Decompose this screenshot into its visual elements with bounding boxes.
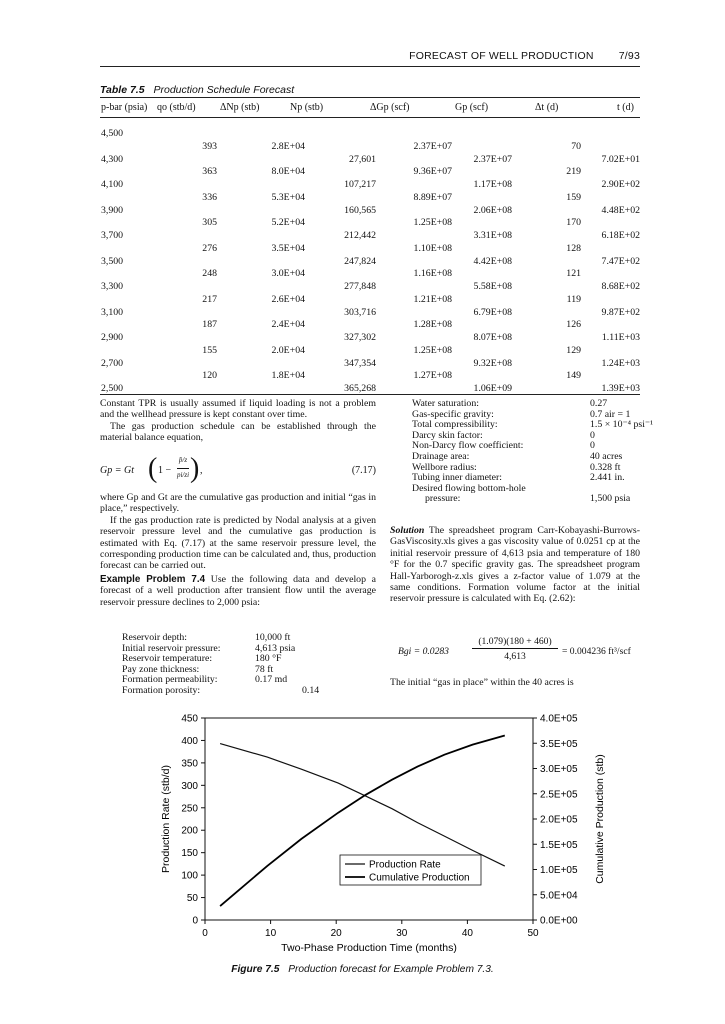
table-cell-dgp: 1.21E+08 — [413, 293, 452, 305]
y-left-tick-label: 300 — [181, 780, 198, 792]
table-cell-qo: 336 — [202, 191, 217, 203]
eq-bracket: 1 − — [158, 465, 172, 476]
table-cell-np: 160,565 — [344, 204, 376, 216]
right-data-key: Non-Darcy flow coefficient: — [412, 440, 524, 452]
table-cell-gp: 8.07E+08 — [473, 332, 512, 343]
x-tick-label: 50 — [527, 928, 539, 939]
table-cell-dgp: 2.37E+07 — [413, 140, 452, 152]
table-cell-gp: 2.37E+07 — [473, 153, 512, 165]
table-cell-dt: 70 — [571, 140, 581, 152]
table-cell-pressure: 2,500 — [101, 383, 124, 394]
example-label: Example Problem 7.4 — [100, 573, 206, 585]
y-right-tick-label: 0.0E+00 — [540, 915, 578, 927]
table-cell-dnp: 2.4E+04 — [271, 319, 305, 331]
table-label: Table 7.5 — [100, 84, 145, 96]
y-right-tick-label: 2.5E+05 — [540, 789, 578, 801]
y-right-axis-label: Cumulative Production (stb) — [594, 754, 606, 884]
figure-label: Figure 7.5 — [231, 964, 280, 975]
right-data-key: Drainage area: — [412, 451, 470, 462]
table-cell-pressure: 4,500 — [101, 128, 124, 139]
table-cell-pressure: 4,100 — [101, 179, 124, 190]
table-cell-qo: 187 — [202, 319, 217, 331]
table-cell-dt: 121 — [566, 268, 581, 280]
table-cell-np: 327,302 — [344, 332, 376, 343]
x-tick-label: 40 — [461, 928, 473, 939]
y-right-tick-label: 5.0E+04 — [540, 890, 578, 902]
table-cell-qo: 248 — [202, 268, 217, 280]
table-cell-dnp: 3.0E+04 — [271, 268, 305, 280]
right-data-key: Total compressibility: — [412, 419, 498, 431]
production-rate-line — [220, 744, 505, 867]
right-data-key: Desired flowing bottom-hole — [412, 482, 526, 494]
y-left-tick-label: 350 — [181, 758, 198, 770]
table-cell-qo: 120 — [202, 370, 217, 382]
bg-numerator: (1.079)(180 + 460) — [478, 636, 552, 647]
table-top-rule — [100, 97, 640, 98]
table-cell-np: 303,716 — [344, 306, 376, 318]
y-right-tick-label: 1.5E+05 — [540, 839, 578, 851]
paragraph-where: where Gp and Gt are the cumulative gas production and initial “gas in place,” respectively. — [100, 492, 376, 515]
table-cell-t: 9.87E+02 — [601, 306, 640, 318]
table-cell-dt: 149 — [566, 370, 581, 382]
table-cell-dnp: 2.8E+04 — [271, 140, 305, 152]
table-cell-t: 4.48E+02 — [601, 204, 640, 216]
left-data-value: 78 ft — [255, 663, 274, 675]
table-cell-gp: 5.58E+08 — [473, 281, 512, 292]
right-data-value: 0.328 ft — [590, 461, 621, 473]
table-cell-np: 365,268 — [344, 383, 376, 394]
x-tick-label: 0 — [202, 928, 208, 939]
left-column-lower — [100, 492, 376, 608]
table-cell-pressure: 3,100 — [101, 306, 124, 318]
table-cell-dgp: 1.27E+08 — [413, 370, 452, 382]
right-data-key: Water saturation: — [412, 398, 479, 409]
table-cell-gp: 1.06E+09 — [473, 383, 512, 394]
left-data-value: 10,000 ft — [255, 632, 291, 643]
page-number: 7/93 — [618, 50, 640, 62]
right-data-value: 0.7 air = 1 — [590, 408, 631, 420]
table-cell-t: 6.18E+02 — [601, 230, 640, 241]
eq-frac-den: pi/zi — [176, 471, 190, 479]
table-cell-dt: 128 — [566, 242, 581, 254]
table-cell-qo: 155 — [202, 344, 217, 356]
table-cell-dt: 126 — [566, 319, 581, 331]
header-rule — [100, 66, 640, 67]
table-header-col-np: Np (stb) — [290, 102, 324, 113]
right-data-value: 2.441 in. — [590, 472, 625, 484]
right-data-value: 1,500 psia — [590, 493, 631, 505]
table-cell-gp: 4.42E+08 — [473, 255, 512, 267]
figure-7-5 — [150, 708, 620, 964]
table-cell-qo: 393 — [202, 140, 217, 152]
table-cell-np: 107,217 — [344, 179, 376, 190]
y-left-tick-label: 100 — [181, 870, 198, 882]
left-column — [100, 398, 376, 444]
right-data-key: pressure: — [425, 493, 461, 505]
plot-frame — [205, 718, 533, 920]
left-data-key: Initial reservoir pressure: — [122, 642, 221, 654]
table-cell-dt: 219 — [566, 166, 581, 178]
legend-label: Cumulative Production — [369, 872, 470, 884]
paragraph-nodal: If the gas production rate is predicted by Nodal analysis at a given reservoir pressure level and the cumulative gas production is estimated with Eq. (7.17) at the same reservoir pressure level, the corresponding production time can be calculated and, thus, production forecast can be carried out. — [100, 514, 376, 572]
table-cell-pressure: 2,900 — [101, 332, 124, 343]
y-right-tick-label: 4.0E+05 — [540, 713, 578, 725]
y-left-tick-label: 50 — [186, 893, 198, 905]
table-cell-pressure: 2,700 — [101, 357, 124, 369]
left-data-key: Pay zone thickness: — [122, 663, 200, 675]
table-header-col-dt: Δt (d) — [535, 102, 559, 113]
table-cell-dt: 159 — [566, 191, 581, 203]
eq-tail: , — [200, 465, 203, 476]
table-cell-dgp: 1.16E+08 — [413, 268, 452, 280]
table-header-rule — [100, 117, 640, 118]
y-left-tick-label: 450 — [181, 713, 198, 725]
table-cell-dnp: 2.0E+04 — [271, 344, 305, 356]
left-data-key: Reservoir depth: — [122, 632, 188, 643]
table-cell-dgp: 9.36E+07 — [413, 166, 452, 178]
table-cell-dgp: 1.25E+08 — [413, 344, 452, 356]
table-cell-dgp: 8.89E+07 — [413, 191, 452, 203]
y-right-tick-label: 2.0E+05 — [540, 814, 578, 826]
y-left-tick-label: 0 — [192, 915, 198, 927]
right-data-key: Gas-specific gravity: — [412, 408, 494, 420]
y-right-tick-label: 3.0E+05 — [540, 764, 578, 775]
table-bottom-rule — [100, 394, 640, 395]
eq-lhs: Gp = Gt — [100, 465, 134, 476]
right-data-value: 0 — [590, 440, 595, 452]
table-cell-pressure: 3,500 — [101, 255, 124, 267]
y-left-tick-label: 150 — [181, 848, 198, 860]
table-cell-qo: 276 — [202, 242, 217, 254]
table-header-col-dgp: ΔGp (scf) — [370, 102, 410, 113]
table-cell-dt: 119 — [566, 293, 581, 305]
left-data-key: Formation porosity: — [122, 685, 201, 696]
table-header-col-gp: Gp (scf) — [455, 102, 489, 113]
table-cell-np: 27,601 — [349, 153, 376, 165]
right-data-key: Tubing inner diameter: — [412, 472, 502, 484]
table-cell-t: 1.11E+03 — [601, 332, 640, 343]
y-right-tick-label: 1.0E+05 — [540, 865, 578, 876]
eq-number: (7.17) — [351, 465, 376, 476]
left-data-value: 0.17 md — [255, 674, 288, 686]
table-cell-gp: 3.31E+08 — [473, 230, 512, 241]
table-cell-np: 277,848 — [344, 281, 376, 292]
table-cell-gp: 6.79E+08 — [473, 306, 512, 318]
right-data-value: 0 — [590, 429, 595, 441]
left-data-key: Reservoir temperature: — [122, 653, 213, 665]
table-cell-qo: 363 — [202, 166, 217, 178]
table-cell-dgp: 1.10E+08 — [413, 242, 452, 254]
table-cell-pressure: 3,700 — [101, 230, 124, 241]
table-cell-qo: 217 — [202, 293, 217, 305]
table-cell-gp: 1.17E+08 — [473, 179, 512, 190]
table-cell-t: 2.90E+02 — [601, 179, 640, 190]
table-header-col-dnp: ΔNp (stb) — [220, 102, 260, 113]
table-cell-dgp: 1.28E+08 — [413, 319, 452, 331]
y-left-tick-label: 200 — [181, 825, 198, 837]
final-paragraph — [390, 677, 640, 688]
final-text: The initial “gas in place” within the 40 acres is — [390, 677, 574, 688]
table-cell-dnp: 5.2E+04 — [271, 217, 305, 229]
solution-paragraph — [390, 525, 640, 605]
left-data-value: 0.14 — [302, 685, 320, 696]
table-cell-dnp: 8.0E+04 — [271, 166, 305, 178]
table-cell-pressure: 4,300 — [101, 153, 124, 165]
bg-denominator: 4,613 — [504, 651, 526, 662]
equation-bgi — [390, 636, 640, 666]
running-title: FORECAST OF WELL PRODUCTION — [409, 50, 594, 62]
table-cell-dnp: 1.8E+04 — [271, 370, 305, 382]
table-cell-t: 1.39E+03 — [601, 383, 640, 394]
table-cell-dnp: 2.6E+04 — [271, 293, 305, 305]
table-cell-np: 247,824 — [344, 255, 376, 267]
table-cell-dt: 129 — [566, 344, 581, 356]
example-text: Use the following data and develop a forecast of a well production after transient flow until the average reservoir pressure declines to 2,000 psia: — [100, 573, 377, 608]
table-header-col-qo: qo (stb/d) — [157, 102, 196, 113]
x-tick-label: 10 — [265, 928, 277, 939]
table-cell-pressure: 3,900 — [101, 204, 124, 216]
equation-7-17 — [100, 453, 376, 493]
table-cell-gp: 2.06E+08 — [473, 204, 512, 216]
right-data-value: 40 acres — [590, 451, 623, 462]
table-cell-dt: 170 — [566, 217, 581, 229]
figure-caption-text: Production forecast for Example Problem 7.3. — [288, 964, 494, 975]
table-cell-gp: 9.32E+08 — [473, 357, 512, 369]
table-header-col-pbar: p-bar (psia) — [101, 102, 148, 113]
running-header — [409, 50, 640, 62]
right-data-value: 1.5 × 10⁻⁴ psi⁻¹ — [590, 419, 654, 431]
bg-frac-bar — [472, 648, 558, 649]
bg-lhs: Bgi = 0.0283 — [398, 646, 449, 657]
table-cell-np: 212,442 — [344, 230, 376, 241]
table-cell-pressure: 3,300 — [101, 281, 124, 292]
table-cell-dnp: 5.3E+04 — [271, 191, 305, 203]
production-forecast-chart — [150, 708, 620, 964]
x-axis-label: Two-Phase Production Time (months) — [281, 942, 457, 954]
solution-label: Solution — [390, 525, 425, 536]
table-cell-np: 347,354 — [344, 357, 376, 369]
solution-text: The spreadsheet program Carr-Kobayashi-Burrows-GasViscosity.xls gives a gas viscosity value of 0.0251 cp at the initial reservoir pressure of 4,613 psia and temperature of 180 °F for the 0.7 specific gravity gas. The spreadsheet program Hall-Yarborogh-z.xls gives a z-factor value of 1.079 at the same conditions. Formation volume factor at the initial reservoir pressure is calculated with Eq. (2.62): — [390, 525, 641, 605]
left-data-key: Formation permeability: — [122, 674, 218, 686]
eq-close-paren: ) — [190, 453, 200, 484]
left-data-value: 4,613 psia — [255, 642, 296, 654]
table-cell-t: 8.68E+02 — [601, 281, 640, 292]
right-data-value: 0.27 — [590, 398, 608, 409]
y-left-axis-label: Production Rate (stb/d) — [160, 765, 172, 873]
table-cell-dnp: 3.5E+04 — [271, 242, 305, 254]
eq-frac-bar — [177, 468, 189, 469]
right-data-key: Darcy skin factor: — [412, 429, 483, 441]
table-title: Production Schedule Forecast — [153, 84, 295, 96]
right-data-key: Wellbore radius: — [412, 461, 477, 473]
y-left-tick-label: 250 — [181, 803, 198, 815]
table-header-col-t: t (d) — [617, 102, 634, 113]
table-cell-t: 1.24E+03 — [601, 357, 640, 369]
x-tick-label: 30 — [396, 928, 408, 939]
eq-frac-num: p̄/z — [178, 456, 188, 464]
y-right-tick-label: 3.5E+05 — [540, 738, 578, 750]
table-cell-t: 7.47E+02 — [601, 255, 640, 267]
table-cell-dgp: 1.25E+08 — [413, 217, 452, 229]
paragraph-schedule: The gas production schedule can be established through the material balance equation, — [100, 420, 376, 444]
table-cell-qo: 305 — [202, 217, 217, 229]
example-problem — [100, 574, 376, 608]
left-data-value: 180 °F — [255, 653, 282, 665]
table-caption — [100, 84, 294, 96]
figure-caption — [0, 964, 725, 975]
paragraph-tpr: Constant TPR is usually assumed if liquid loading is not a problem and the wellhead pressure is kept constant over time. — [100, 398, 376, 421]
table-cell-t: 7.02E+01 — [601, 153, 640, 165]
eq-open-paren: ( — [148, 453, 158, 484]
legend-label: Production Rate — [369, 859, 441, 871]
x-tick-label: 20 — [330, 928, 342, 939]
bg-rhs: = 0.004236 ft³/scf — [562, 646, 631, 657]
y-left-tick-label: 400 — [181, 735, 198, 747]
